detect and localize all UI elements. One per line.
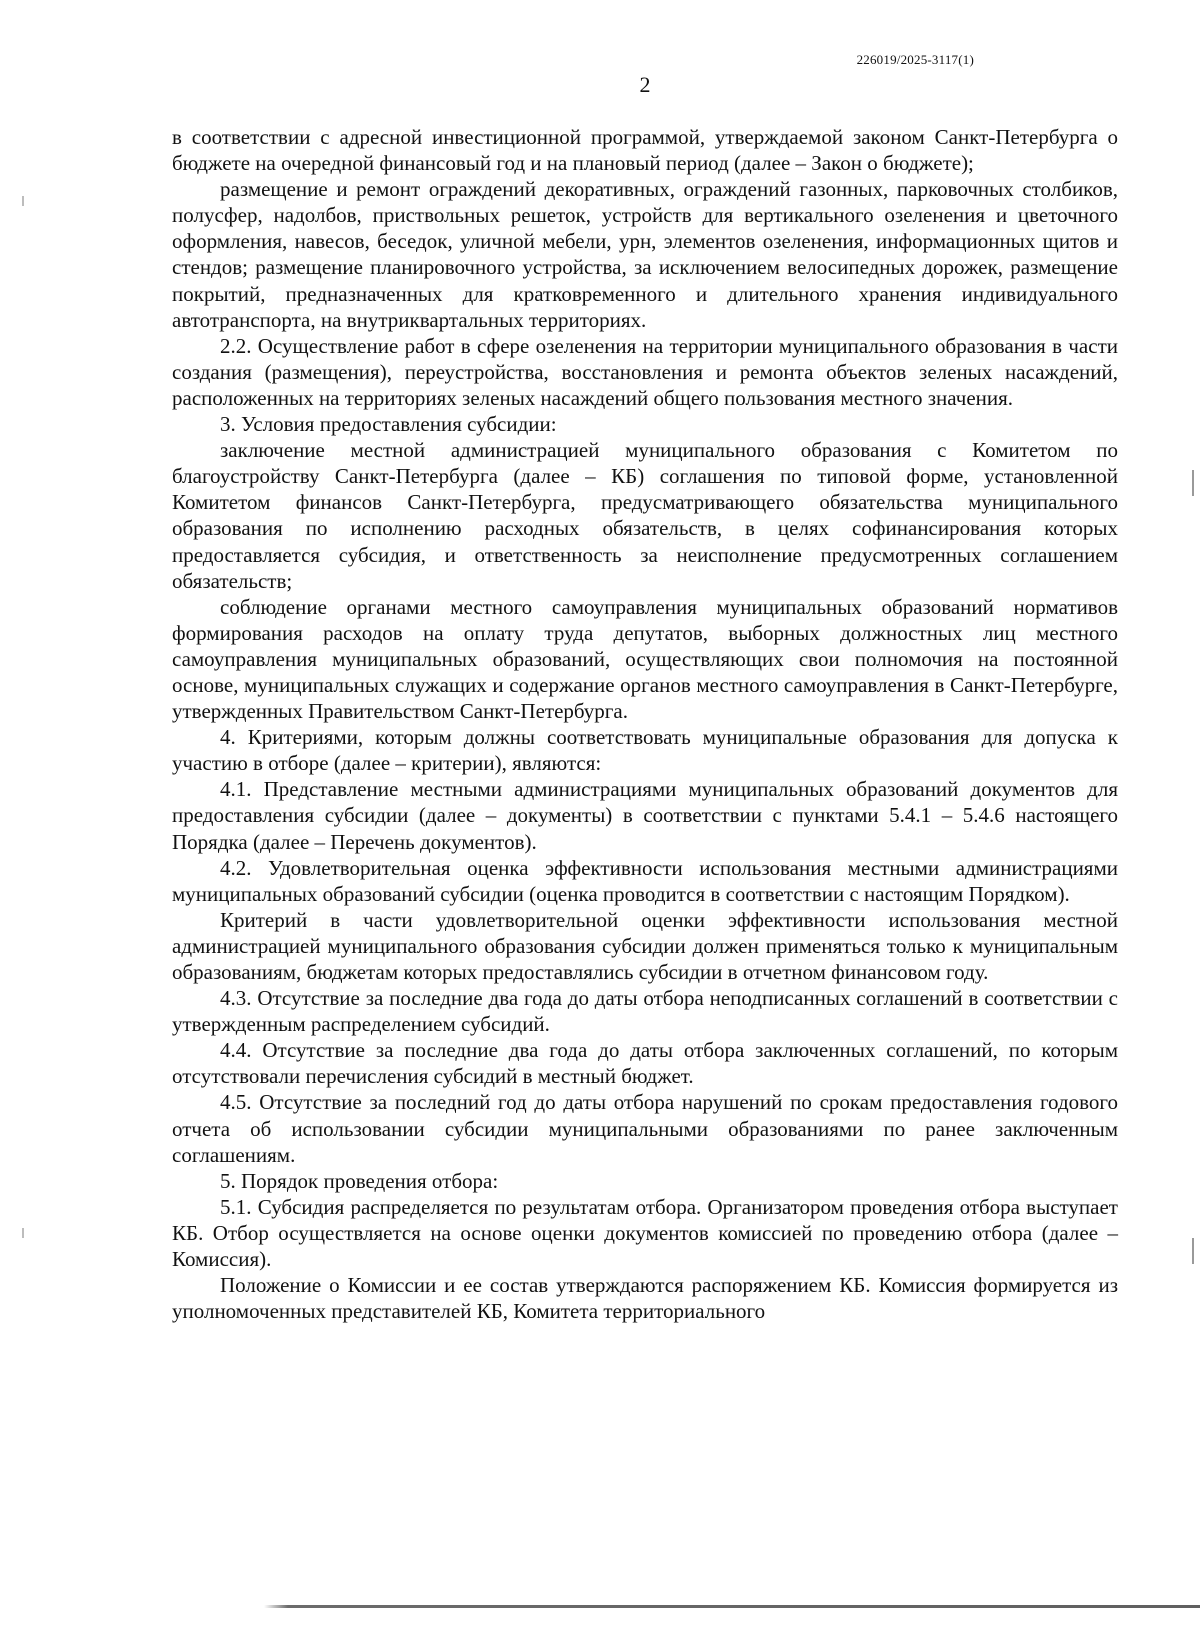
paragraph-4-2: 4.2. Удовлетворительная оценка эффективности использования местными администрациями муниципальных образований субсидии (оценка проводится в соответствии с настоящим Порядком). <box>172 855 1118 906</box>
document-body <box>172 124 1118 1324</box>
scan-artifact-left <box>22 1228 24 1238</box>
paragraph-criterion-note: Критерий в части удовлетворительной оценки эффективности использования местной администрацией муниципального образования субсидии должен применяться только к муниципальным образованиям, бюджетам которых предоставлялись субсидии в отчетном финансовом году. <box>172 907 1118 984</box>
paragraph-5-1: 5.1. Субсидия распределяется по результатам отбора. Организатором проведения отбора выступает КБ. Отбор осуществляется на основе оценки документов комиссией по проведению отбора (далее – Комиссия). <box>172 1194 1118 1272</box>
paragraph-4-5: 4.5. Отсутствие за последний год до даты отбора нарушений по срокам предоставления годового отчета об использовании субсидии муниципальными образованиями по ранее заключенным соглашениям. <box>172 1090 1118 1167</box>
paragraph-agreement-condition: заключение местной администрацией муниципального образования с Комитетом по благоустройству Санкт-Петербурга (далее – КБ) соглашения по типовой форме, установленной Комитетом финансов Санкт-Петербурга, предусматривающего обязательства муниципального образования по исполнению расходных обязательств, в целях софинансирования которых предоставляется субсидия, и ответственность за неисполнение предусмотренных соглашением обязательств; <box>172 438 1118 593</box>
paragraph-3-heading: 3. Условия предоставления субсидии: <box>220 412 557 437</box>
paragraph-5-heading: 5. Порядок проведения отбора: <box>220 1168 499 1193</box>
scan-artifact-right <box>1192 1238 1194 1264</box>
paragraph-commission: Положение о Комиссии и ее состав утверждаются распоряжением КБ. Комиссия формируется из уполномоченных представителей КБ, Комитета территориального <box>172 1273 1118 1324</box>
page-number: 2 <box>639 72 651 97</box>
paragraph-4-4: 4.4. Отсутствие за последние два года до даты отбора заключенных соглашений, по которым отсутствовали перечисления субсидий в местный бюджет. <box>172 1038 1118 1089</box>
paragraph-4-3: 4.3. Отсутствие за последние два года до даты отбора неподписанных соглашений в соответствии с утвержденным распределением субсидий. <box>172 986 1118 1037</box>
scan-artifact-left <box>22 196 24 206</box>
paragraph-4-criteria: 4. Критериями, которым должны соответствовать муниципальные образования для допуска к участию в отборе (далее – критерии), являются: <box>172 725 1118 776</box>
scan-artifact-right <box>1192 470 1194 496</box>
paragraph-fencing-placement: размещение и ремонт ограждений декоративных, ограждений газонных, парковочных столбиков, полусфер, надолбов, приствольных решеток, устройств для вертикального озеленения и цветочного оформления, навесов, беседок, уличной мебели, урн, элементов озеленения, информационных щитов и стендов; размещение планировочного устройства, за исключением велосипедных дорожек, размещение покрытий, предназначенных для кратковременного и длительного хранения индивидуального автотранспорта, на внутриквартальных территориях. <box>172 177 1118 332</box>
scan-edge-line <box>0 1605 1200 1608</box>
paragraph-4-1: 4.1. Представление местными администрациями муниципальных образований документов для предоставления субсидии (далее – документы) в соответствии с пунктами 5.4.1 – 5.4.6 настоящего Порядка (далее – Перечень документов). <box>172 777 1118 854</box>
paragraph-continuation: в соответствии с адресной инвестиционной программой, утверждаемой законом Санкт-Петербурга о бюджете на очередной финансовый год и на плановый период (далее – Закон о бюджете); <box>172 125 1118 176</box>
paragraph-2-2: 2.2. Осуществление работ в сфере озеленения на территории муниципального образования в части создания (размещения), переустройства, восстановления и ремонта объектов зеленых насаждений, расположенных на территориях зеленых насаждений общего пользования местного значения. <box>172 333 1118 410</box>
document-registration-number: 226019/2025-3117(1) <box>856 52 974 67</box>
paragraph-standards-condition: соблюдение органами местного самоуправления муниципальных образований нормативов формирования расходов на оплату труда депутатов, выборных должностных лиц местного самоуправления муниципальных образований, осуществляющих свои полномочия на постоянной основе, муниципальных служащих и содержание органов местного самоуправления в Санкт-Петербурге, утвержденных Правительством Санкт-Петербурга. <box>172 594 1118 724</box>
